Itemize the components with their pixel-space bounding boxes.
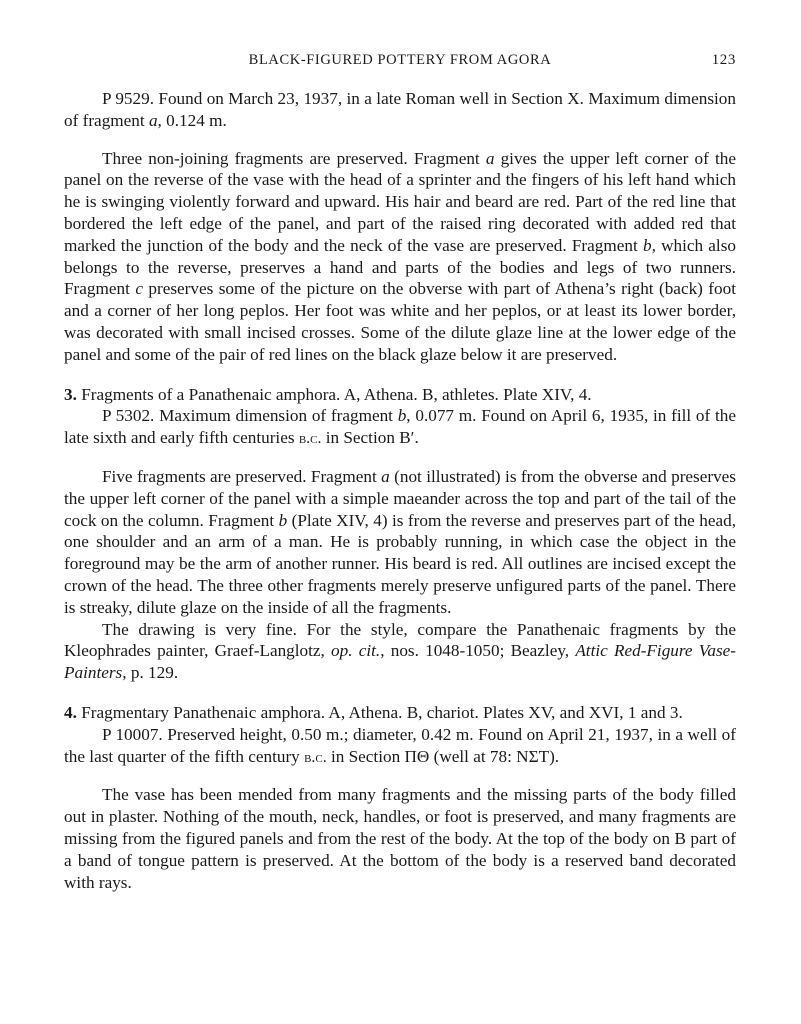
entry-4-record: P 10007. Preserved height, 0.50 m.; diameter, 0.42 m. Found on April 21, 1937, in a well of the last quarter of the fifth century b.c. in Section ΠΘ (well at 78: ΝΣΤ). bbox=[64, 724, 736, 766]
entry-4-number: 4. bbox=[64, 702, 77, 722]
entry-3-description: Five fragments are preserved. Fragment a (not illustrated) is from the obverse and preserves the upper left corner of the panel with a simple maeander across the top and part of the tail of the cock on the column. Fragment b (Plate XIV, 4) is from the reverse and preserves part of the head, one shoulder and an arm of a man. He is probably running, in which case the object in the foreground may be the arm of another runner. His beard is red. All outlines are incised except the crown of the head. The three other fragments merely preserve unfigured parts of the panel. There is streaky, dilute glaze on the inside of all the fragments. bbox=[64, 466, 737, 617]
entry-2-description: Three non-joining fragments are preserved. Fragment a gives the upper left corner of the panel on the reverse of the vase with the head of a sprinter and the fingers of his left hand which he is swinging violently forward and upward. His hair and beard are red. Part of the red line that bordered the left edge of the panel, and part of the raised ring decorated with added red that marked the junction of the body and the neck of the vase are preserved. Fragment b, which also belongs to the reverse, preserves a hand and parts of the bodies and legs of two runners. Fragment c preserves some of the picture on the obverse with part of Athena’s right (back) foot and a corner of her long peplos. Her foot was white and her peplos, or at least its lower border, was decorated with small incised crosses. Some of the dilute glaze line at the lower edge of the panel and some of the pair of red lines on the black glaze below it are preserved. bbox=[64, 148, 736, 364]
page-number: 123 bbox=[711, 52, 736, 68]
entry-3-style: The drawing is very fine. For the style, compare the Panathenaic fragments by the Kleophrades painter, Graef-Langlotz, op. cit., nos. 1048-1050; Beazley, Attic Red-Figure Vase-Painters, p. 129. bbox=[64, 619, 736, 683]
running-header bbox=[64, 52, 736, 76]
entry-3-record: P 5302. Maximum dimension of fragment b, 0.077 m. Found on April 6, 1935, in fill of the late sixth and early fifth centuries b.c. in Section B′. bbox=[64, 406, 736, 448]
entry-4-heading: 4. Fragmentary Panathenaic amphora. A, Athena. B, chariot. Plates XV, and XVI, 1 and 3. bbox=[64, 702, 683, 722]
entry-3-number: 3. bbox=[64, 384, 77, 404]
entry-4-description: The vase has been mended from many fragments and the missing parts of the body filled out in plaster. Nothing of the mouth, neck, handles, or foot is preserved, and many fragments are missing from the figured panels and from the rest of the body. At the top of the body on B part of a band of tongue pattern is preserved. At the bottom of the body is a reserved band decorated with rays. bbox=[64, 785, 736, 892]
running-title: BLACK-FIGURED POTTERY FROM AGORA bbox=[248, 52, 552, 68]
document-page bbox=[64, 52, 736, 893]
entry-2-record: P 9529. Found on March 23, 1937, in a late Roman well in Section X. Maximum dimension of fragment a, 0.124 m. bbox=[64, 89, 736, 130]
entry-3-heading: 3. Fragments of a Panathenaic amphora. A, Athena. B, athletes. Plate XIV, 4. bbox=[64, 384, 592, 404]
